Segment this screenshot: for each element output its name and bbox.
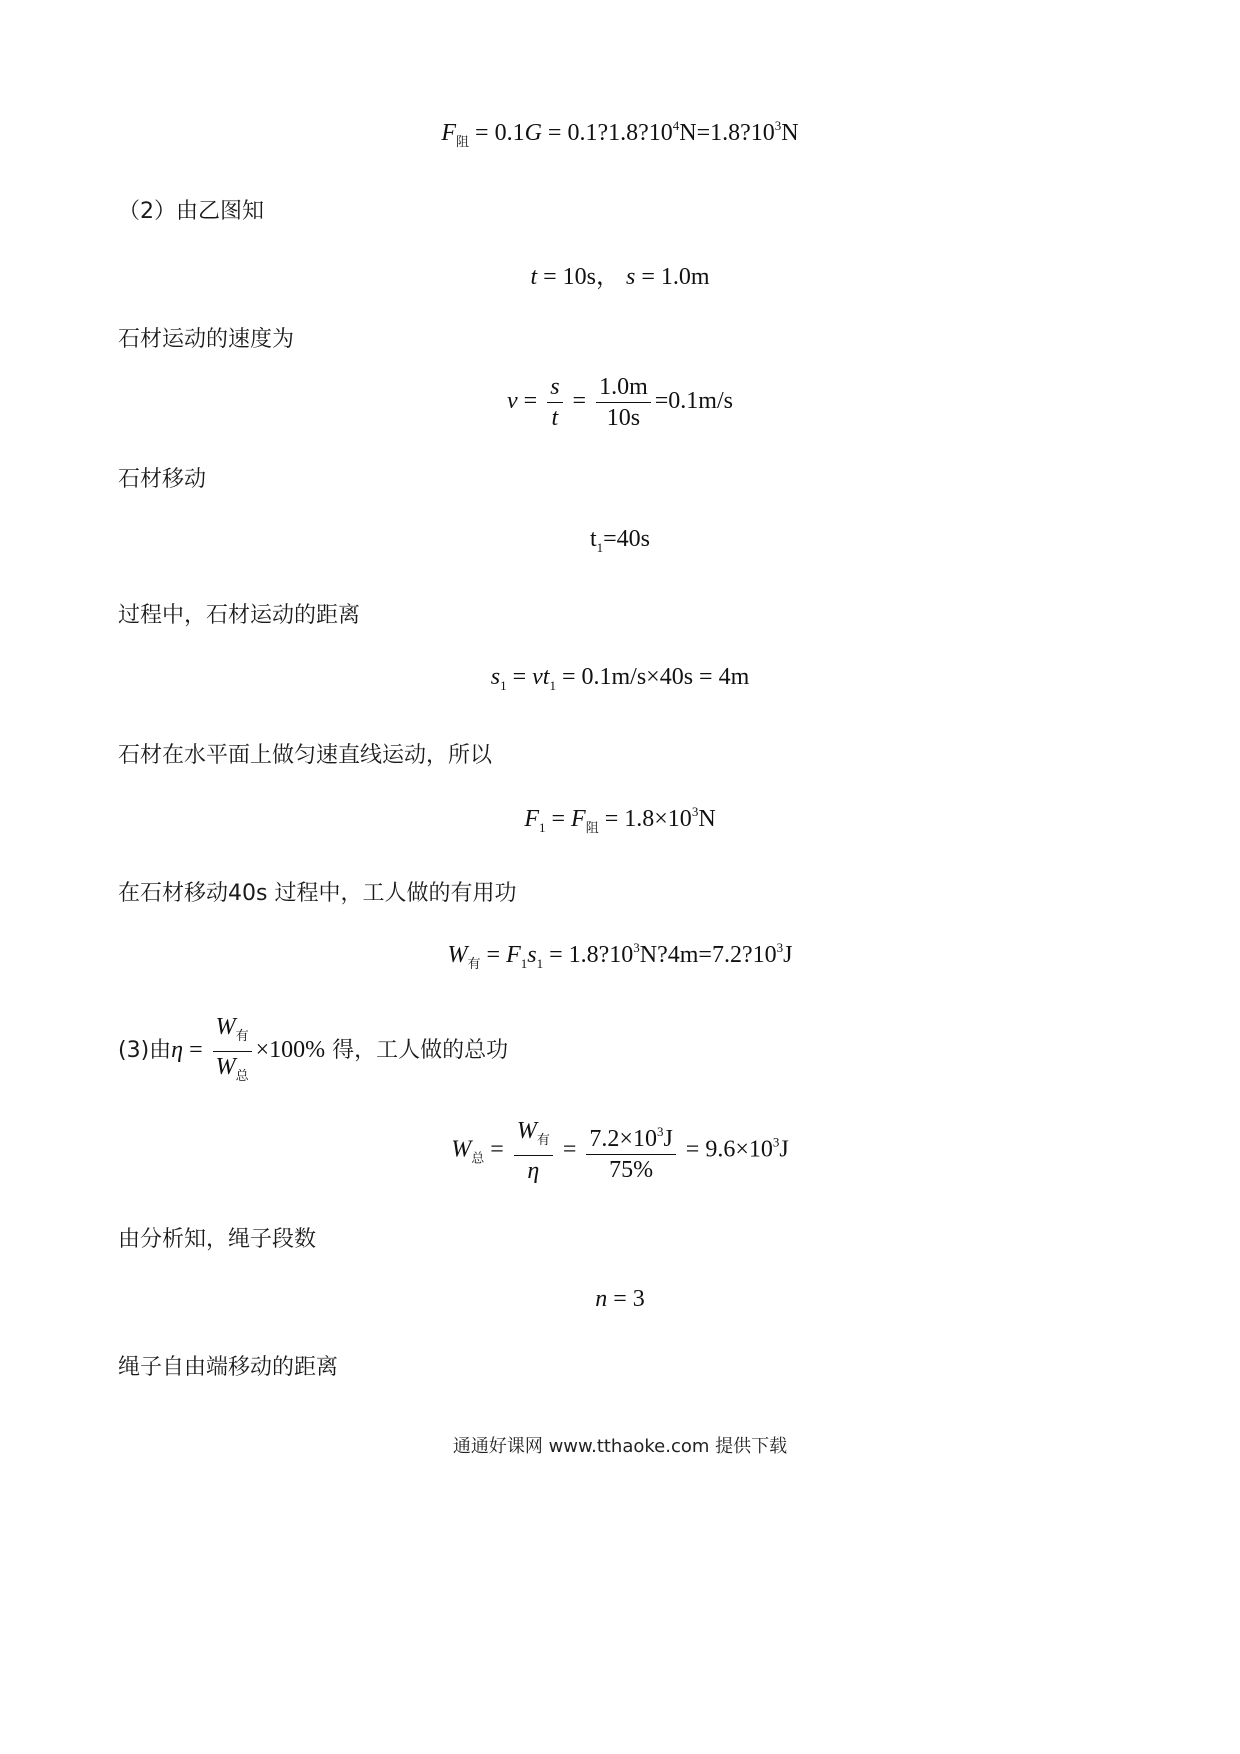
fraction-work-over-percent: $\frac{7.2\times 10^3J}{75\%}$: [586, 1117, 675, 1185]
equation-speed: v = $\frac{s}{t}$ = $\frac{1.0m}{10s}$ =0.1m/s: [507, 374, 733, 431]
text-useful-work-intro: 在石材移动40s 过程中，工人做的有用功: [118, 881, 517, 906]
equation-friction-force: $F_阻 = 0.1G$ = $0.1?1.8?10^4N=1.8?10^3N$: [441, 118, 799, 149]
text-stone-move: 石材移动: [118, 467, 207, 492]
equation-useful-work: $W_有 = F_1s_1$ = $1.8?10^3N?4m=7.2?10^3J$: [447, 940, 793, 971]
text-rope-distance: 绳子自由端移动的距离: [118, 1355, 339, 1380]
footer-credit: 通通好课网 www.tthaoke.com 提供下载: [452, 1436, 788, 1457]
text-distance-intro: 过程中，石材运动的距离: [118, 603, 361, 628]
text-uniform-motion: 石材在水平面上做匀速直线运动，所以: [118, 743, 493, 768]
equation-n: n = 3: [595, 1286, 645, 1312]
fraction-useful-over-eta: $\frac{W_有}{\eta}$: [514, 1116, 553, 1186]
equation-t1: $t_1=40s$: [589, 526, 651, 555]
equation-distance: $s_1 = vt_1 = 0.1m/s\times 40s = 4m$: [490, 664, 750, 693]
text-speed-intro: 石材运动的速度为: [118, 327, 295, 352]
step-3-efficiency: (3)由η = $\frac{W_有}{W_总}$ ×100% 得，工人做的总功: [118, 1012, 508, 1091]
text-rope-segments: 由分析知，绳子段数: [118, 1227, 317, 1252]
fraction-efficiency: $\frac{W_有}{W_总}$: [213, 1012, 252, 1091]
equation-time-distance: t = 10s， s = 1.0m: [530, 264, 710, 290]
equation-total-work: $W_总$ = $\frac{W_有}{\eta}$ = $\frac{7.2\times 10^3J}{75\%}$ = $9.6\times 10^3J$: [451, 1118, 789, 1184]
fraction-distance-over-time: $\frac{1.0m}{10s}$: [596, 372, 651, 433]
step-2-heading: （2）由乙图知: [118, 199, 264, 224]
equation-pull-force: $F_1 = F_阻 = 1.8\times 10^3N$: [524, 804, 716, 835]
fraction-s-over-t: $\frac{s}{t}$: [547, 372, 562, 433]
